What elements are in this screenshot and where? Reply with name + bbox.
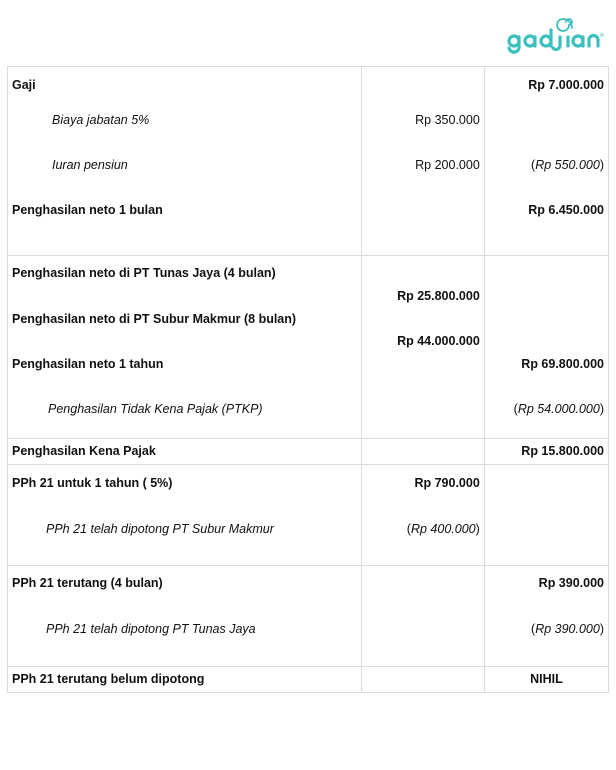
total-pkp: Rp 15.800.000 [521,444,604,458]
label-pph-tahun: PPh 21 untuk 1 tahun ( 5%) [12,476,173,490]
gadjian-logo [506,10,606,54]
label-iuran-pensiun: Iuran pensiun [52,158,128,172]
total-gaji: Rp 7.000.000 [528,78,604,92]
amount-pph-subur-value: Rp 400.000 [410,522,476,536]
amount-pph-subur: (Rp 400.000) [406,522,480,536]
label-neto-tahun: Penghasilan neto 1 tahun [12,357,164,371]
table-group-annual-income [8,256,609,439]
label-gaji: Gaji [12,78,36,92]
total-iuran-pensiun: (Rp 550.000) [531,158,604,172]
label-biaya-jabatan: Biaya jabatan 5% [52,113,150,127]
total-iuran-pensiun-value: Rp 550.000 [535,158,600,172]
label-pph-subur: PPh 21 telah dipotong PT Subur Makmur [46,522,274,536]
label-neto-tunas: Penghasilan neto di PT Tunas Jaya (4 bulan) [12,266,276,280]
table-group-pph-annual [8,465,609,566]
total-ptkp: (Rp 54.000.000) [513,402,604,416]
amount-neto-subur: Rp 44.000.000 [397,334,480,348]
amount-neto-tunas: Rp 25.800.000 [397,289,480,303]
total-pph-terutang: Rp 390.000 [538,576,604,590]
total-neto-bulan: Rp 6.450.000 [528,203,604,217]
label-pph-belum: PPh 21 terutang belum dipotong [12,672,205,686]
table-row-pph-belum [8,667,609,693]
table-group-salary [8,67,609,256]
total-ptkp-value: Rp 54.000.000 [517,402,600,416]
amount-biaya-jabatan: Rp 350.000 [415,113,480,127]
label-neto-subur: Penghasilan neto di PT Subur Makmur (8 bulan) [12,312,297,326]
table-group-pph-owed [8,566,609,667]
total-neto-tahun: Rp 69.800.000 [521,357,604,371]
total-pph-tunas-value: Rp 390.000 [535,622,600,636]
total-pph-tunas: (Rp 390.000) [531,622,604,636]
total-pph-belum: NIHIL [530,672,563,686]
label-pph-tunas: PPh 21 telah dipotong PT Tunas Jaya [46,622,256,636]
amount-pph-tahun: Rp 790.000 [414,476,480,490]
label-neto-bulan: Penghasilan neto 1 bulan [12,203,163,217]
label-pkp: Penghasilan Kena Pajak [12,444,156,458]
amount-iuran-pensiun: Rp 200.000 [415,158,480,172]
label-ptkp: Penghasilan Tidak Kena Pajak (PTKP) [48,402,263,416]
pph21-calculation-table [7,66,609,693]
table-row-pkp [8,439,609,465]
label-pph-terutang: PPh 21 terutang (4 bulan) [12,576,163,590]
